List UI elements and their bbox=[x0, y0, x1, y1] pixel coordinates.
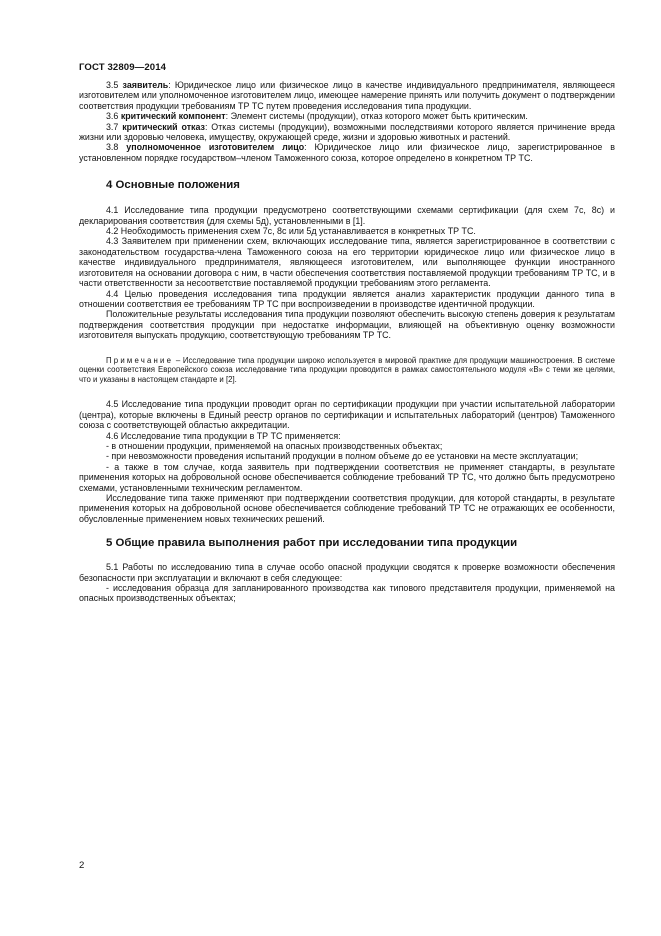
list-item: - а также в том случае, когда заявитель при подтверждении соответствия не применяет стандарты, в результате применения которых на добровольной основе обеспечивается соблюдение требований ТР ТС, что должно быть предусмотрено схемами, установленными техническим регламентом. bbox=[79, 461, 615, 493]
paragraph-4-4-results: Положительные результаты исследования типа продукции позволяют обеспечить высокую степень доверия к результатам подтверждения соответствия продукции при недостатке информации, влияющей на объективную оценку возможности изготовителя выпускать продукцию, соответствующую требованиям ТР ТС. bbox=[79, 309, 615, 341]
list-item: - в отношении продукции, применяемой на опасных производственных объектах; bbox=[106, 440, 443, 451]
definition-3-7 bbox=[79, 122, 615, 143]
paragraph-4-6: 4.6 Исследование типа продукции в ТР ТС применяется: bbox=[106, 430, 341, 441]
definition-3-6 bbox=[79, 111, 615, 121]
list-item: - при невозможности проведения испытаний продукции в полном объеме до ее установки на месте эксплуатации; bbox=[106, 451, 579, 462]
paragraph-4-2: 4.2 Необходимость применения схем 7с, 8с или 5д устанавливается в конкретных ТР ТС. bbox=[106, 226, 476, 237]
paragraph-4-4: 4.4 Целью проведения исследования типа продукции является анализ характеристик продукции данного типа в отношении соответствия ее требованиям ТР ТС при воспроизведении в производстве идентичной продукции. bbox=[79, 288, 615, 309]
definition-term: уполномоченное изготовителем лицо bbox=[126, 142, 305, 153]
note-text: – Исследование типа продукции широко используется в мировой практике для продукции машиностроения. В системе оценки соответствия Европейского союза исследование типа продукции проводится в рамках самостоятельного модуля «В» с теми же целями, что и указаны в настоящем стандарте и [2]. bbox=[79, 355, 615, 384]
note-label: Примечание bbox=[106, 355, 174, 365]
definition-term: критический отказ bbox=[122, 121, 205, 132]
definition-number: 3.8 bbox=[106, 142, 119, 153]
definition-text: : Отказ системы (продукции), возможными последствиями которого является причинение вреда жизни или здоровью человека, имуществу, окружающей среде, жизни и здоровью животных и растений. bbox=[79, 121, 615, 143]
paragraph-4-1: 4.1 Исследование типа продукции предусмотрено соответствующими схемами сертификации (для схем 7с, 8с) и декларирования соответствия (для схемы 5д), установленными в [1]. bbox=[79, 205, 615, 226]
definition-3-8 bbox=[79, 142, 615, 163]
definition-text: : Юридическое лицо или физическое лицо в качестве индивидуального предпринимателя, являющееся изготовителем или уполномоченное изготовителем лицо, имеющее намерение принять или получить документ о подтверждении соответствия продукции требованиям ТР ТС путем проведения исследования типа продукции. bbox=[79, 80, 615, 111]
definition-number: 3.6 bbox=[106, 111, 119, 122]
note bbox=[79, 356, 615, 385]
page-number: 2 bbox=[79, 860, 85, 871]
definition-term: критический компонент bbox=[120, 111, 226, 122]
section-5-title: 5 Общие правила выполнения работ при исследовании типа продукции bbox=[106, 537, 518, 550]
definition-3-5 bbox=[79, 80, 615, 111]
paragraph-4-6-addendum: Исследование типа также применяют при подтверждении соответствия продукции, для которой стандарты, в результате применения которых на добровольной основе обеспечивается соблюдение требований ТР ТС не отражающих ее особенности, обусловленные применением новых технических решений. bbox=[79, 492, 615, 524]
definition-number: 3.7 bbox=[106, 121, 119, 132]
standard-header: ГОСТ 32809—2014 bbox=[79, 62, 167, 73]
definitions-list bbox=[79, 80, 615, 163]
definition-text: : Юридическое лицо или физическое лицо, зарегистрированное в установленном порядке государством–членом Таможенного союза, которое определено в конкретном ТР ТС. bbox=[79, 142, 615, 163]
section-4-title: 4 Основные положения bbox=[106, 179, 240, 192]
paragraph-4-5: 4.5 Исследование типа продукции проводит орган по сертификации продукции при участии испытательной лаборатории (центра), которые включены в Единый реестр органов по сертификации и испытательных лабораторий (центров) Таможенного союза с соответствующей областью аккредитации. bbox=[79, 399, 615, 431]
paragraph-5-1: 5.1 Работы по исследованию типа в случае особо опасной продукции сводятся к проверке возможности обеспечения безопасности при эксплуатации и включают в себя следующее: bbox=[79, 562, 615, 583]
page-content bbox=[79, 80, 615, 604]
paragraph-4-3: 4.3 Заявителем при применении схем, включающих исследование типа, является зарегистрированное в соответствии с законодательством государства-члена Таможенного союза на его территории юридическое лицо или физическое лицо в качестве индивидуального предпринимателя, являющееся изготовителем, или выполняющее функции иностранного изготовителя на основании договора с ним, в части обеспечения соответствия поставляемой продукции требованиям ТР ТС, и в части ответственности за несоответствие поставляемой продукции требованиям этого регламента. bbox=[79, 236, 615, 289]
definition-text: : Элемент системы (продукции), отказ которого может быть критическим. bbox=[225, 111, 528, 122]
definition-term: заявитель bbox=[122, 80, 169, 90]
list-item: - исследования образца для запланированного производства как типового представителя продукции, применяемой на опасных производственных объектах; bbox=[79, 583, 615, 604]
definition-number: 3.5 bbox=[106, 80, 119, 90]
